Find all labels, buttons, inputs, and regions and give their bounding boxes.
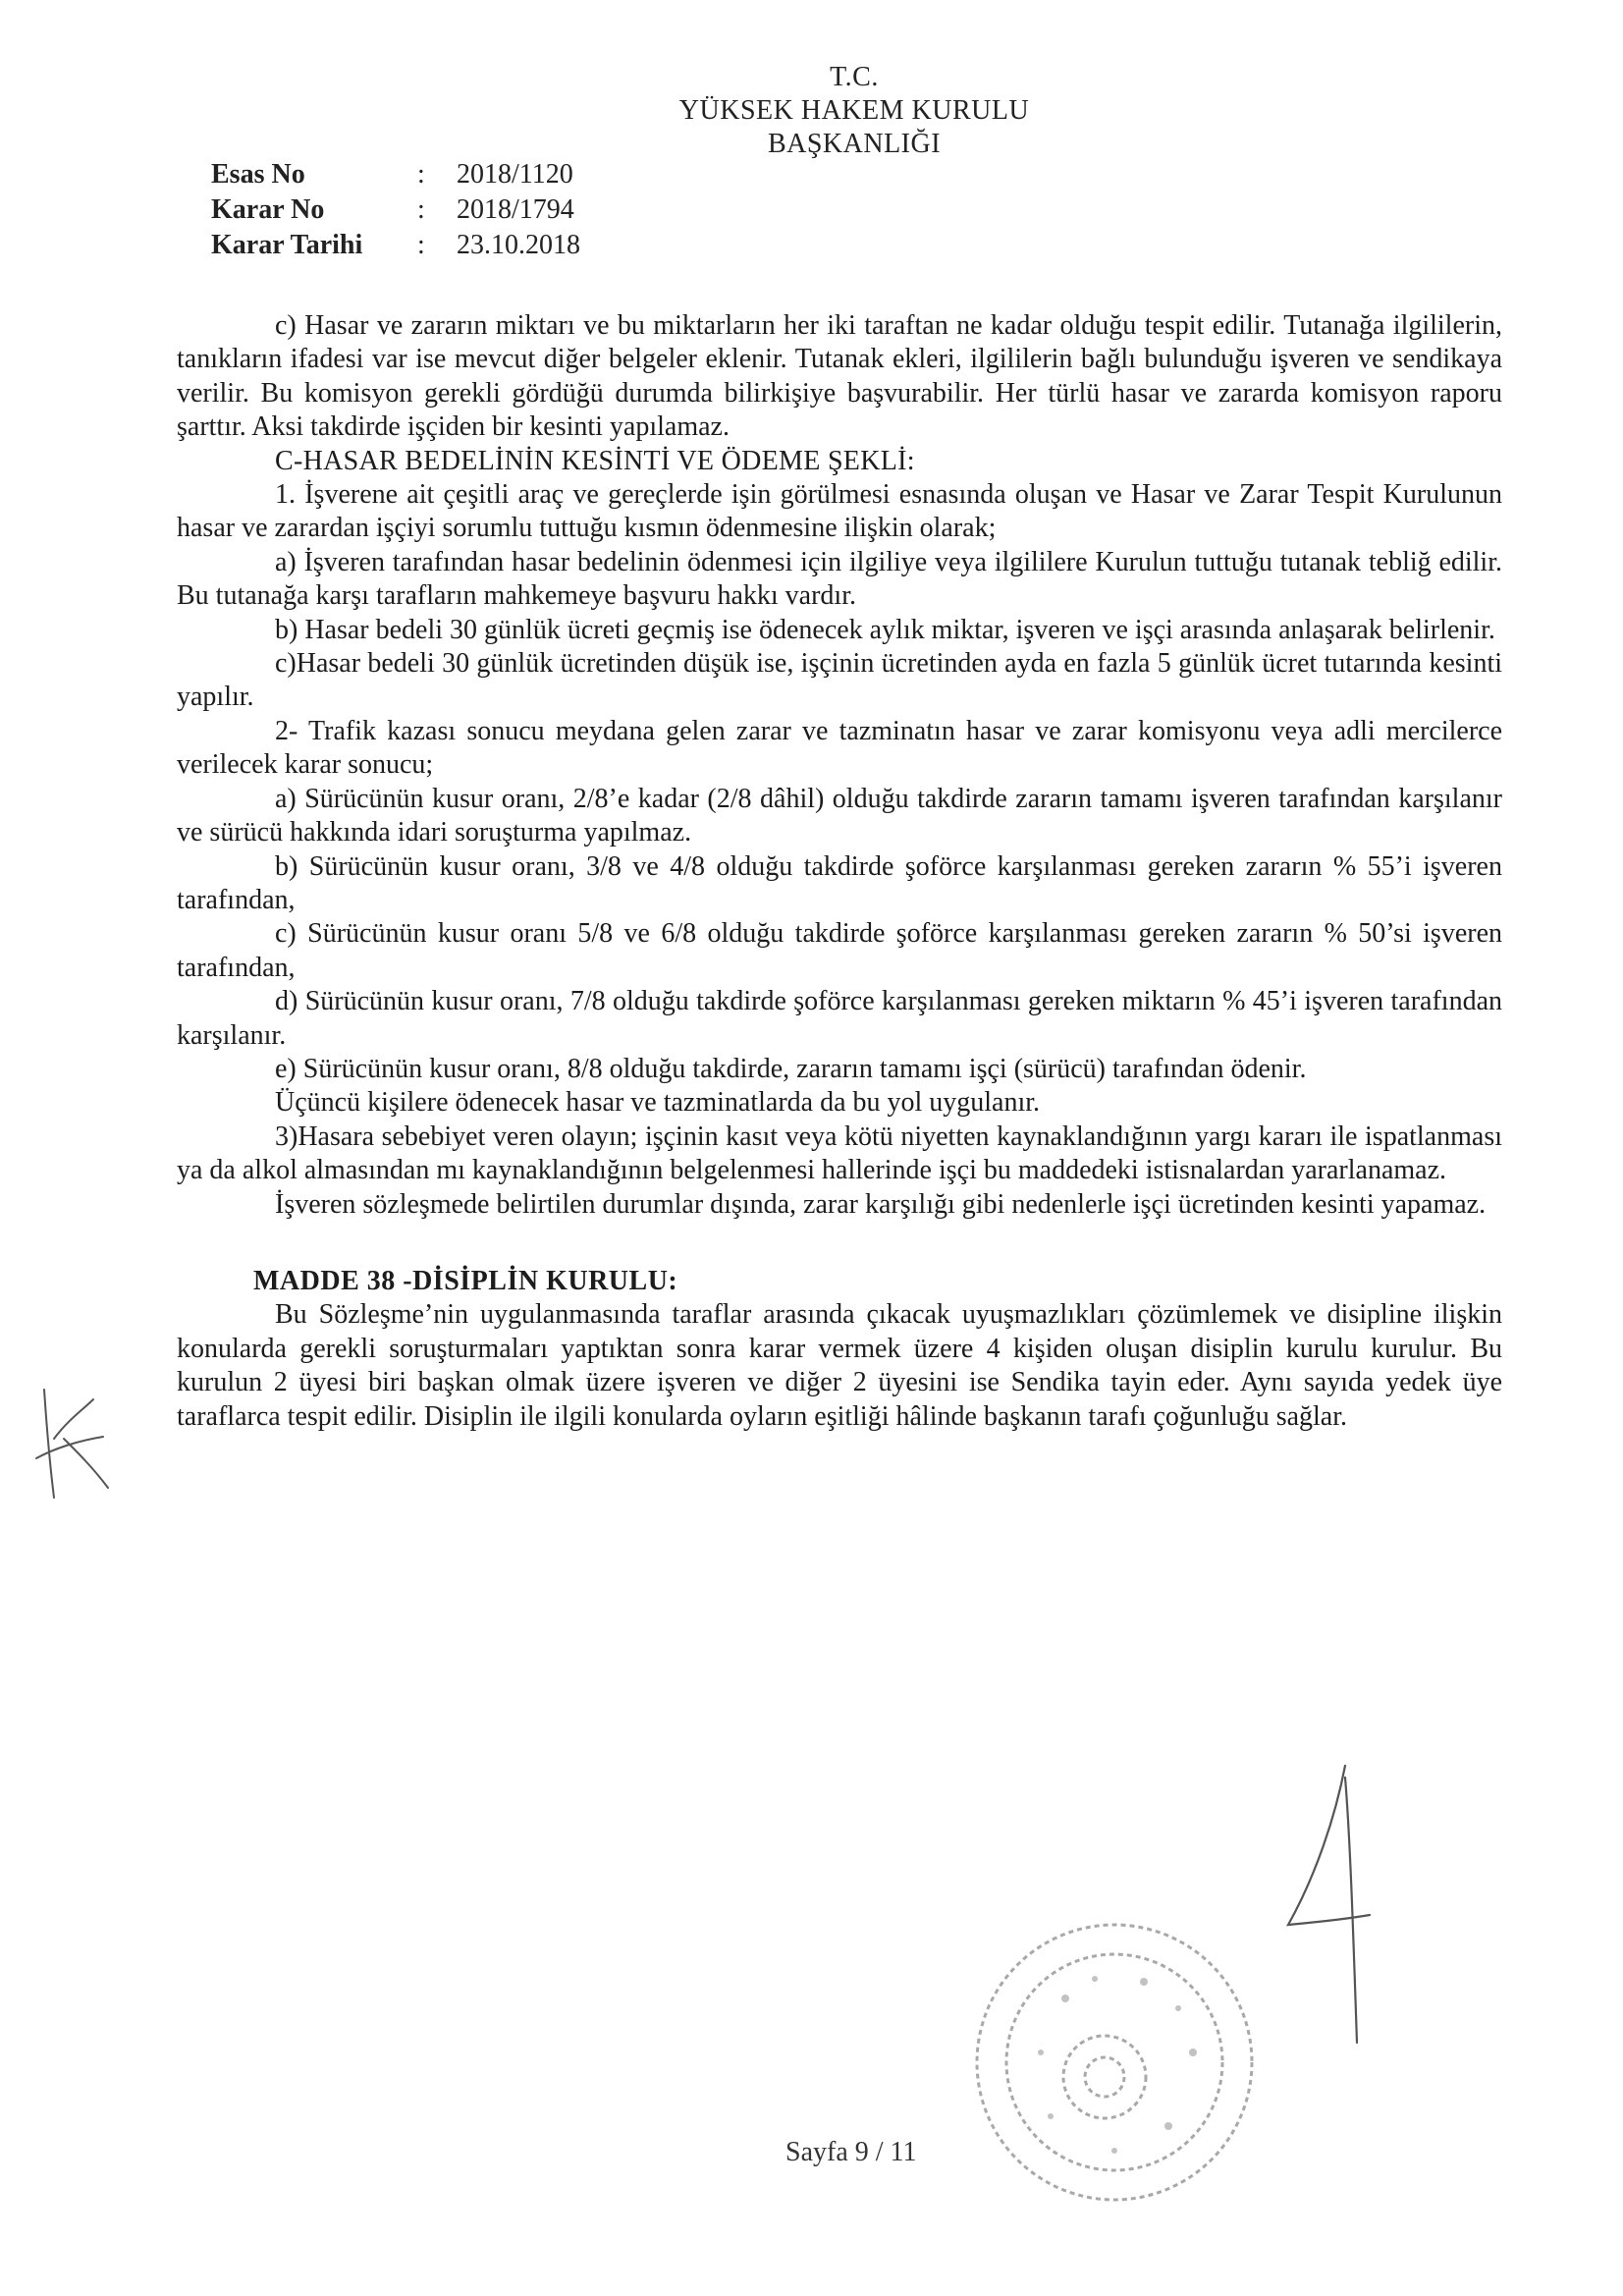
body-paragraph: 2- Trafik kazası sonucu meydana gelen zarar ve tazminatın hasar ve zarar komisyonu veya adli mercilerce verilecek karar sonucu; bbox=[177, 715, 1502, 781]
header-office: BAŞKANLIĞI bbox=[767, 129, 942, 159]
document-header bbox=[628, 61, 1080, 161]
body-paragraph: b) Sürücünün kusur oranı, 3/8 ve 4/8 olduğu takdirde şoförce karşılanması gereken zararın % 55’i işveren tarafından, bbox=[177, 850, 1502, 915]
case-metadata-table bbox=[211, 157, 580, 263]
body-paragraph: c) Sürücünün kusur oranı 5/8 ve 6/8 olduğu takdirde şoförce karşılanması gereken zararın % 50’si işveren tarafından, bbox=[177, 918, 1502, 983]
meta-separator: : bbox=[417, 159, 425, 190]
signature-icon bbox=[1276, 1758, 1384, 2052]
meta-row-tarih bbox=[211, 228, 580, 263]
body-paragraph: a) İşveren tarafından hasar bedelinin ödenmesi için ilgiliye veya ilgililere Kurulun tuttuğu tutanak tebliğ edilir. Bu tutanağa karşı tarafların mahkemeye başvuru hakkı vardır. bbox=[177, 546, 1502, 612]
case-metadata bbox=[211, 157, 580, 263]
meta-value: 2018/1794 bbox=[457, 194, 574, 225]
body-paragraph: d) Sürücünün kusur oranı, 7/8 olduğu takdirde şoförce karşılanması gereken miktarın % 45’i işveren tarafından karşılanır. bbox=[177, 986, 1502, 1051]
section-heading: C-HASAR BEDELİNİN KESİNTİ VE ÖDEME ŞEKLİ: bbox=[275, 445, 915, 476]
page-number: Sayfa 9 / 11 bbox=[785, 2137, 917, 2167]
header-tc: T.C. bbox=[830, 62, 879, 92]
meta-row-esas bbox=[211, 157, 580, 192]
body-paragraph: c) Hasar ve zararın miktarı ve bu miktarların her iki taraftan ne kadar olduğu tespit edilir. Tutanağa ilgililerin, tanıkların ifadesi var ise mevcut diğer belgeler eklenir. Tutanak ekleri, ilgililerin bağlı bulunduğu işveren ve sendikaya verilir. Bu komisyon gerekli gördüğü durumda bilirkişiye başvurabilir. Her türlü hasar ve zararda komisyon raporu şarttır. Aksi takdirde işçiden bir kesinti yapılamaz. bbox=[177, 310, 1502, 443]
meta-label: Karar Tarihi bbox=[211, 230, 363, 260]
meta-label: Karar No bbox=[211, 194, 325, 225]
meta-separator: : bbox=[417, 194, 425, 225]
article-heading: MADDE 38 -DİSİPLİN KURULU: bbox=[253, 1265, 678, 1296]
body-paragraph: 1. İşverene ait çeşitli araç ve gereçlerde işin görülmesi esnasında oluşan ve Hasar ve Zarar Tespit Kurulunun hasar ve zarardan işçiyi sorumlu tuttuğu kısmın ödenmesine ilişkin olarak; bbox=[177, 479, 1502, 544]
meta-separator: : bbox=[417, 230, 425, 260]
meta-value: 23.10.2018 bbox=[457, 230, 580, 260]
body-paragraph: 3)Hasara sebebiyet veren olayın; işçinin kasıt veya kötü niyetten kaynaklandığının yargı kararı ile ispatlanması ya da alkol almasından mı kaynaklandığının belgelenmesi hallerinde işçi bu maddedeki istisnalardan yararlanamaz. bbox=[177, 1121, 1502, 1186]
official-stamp-icon bbox=[957, 1905, 1271, 2219]
body-paragraph: a) Sürücünün kusur oranı, 2/8’e kadar (2/8 dâhil) olduğu takdirde zararın tamamı işveren tarafından karşılanır ve sürücü hakkında idari soruşturma yapılmaz. bbox=[177, 783, 1502, 848]
meta-label: Esas No bbox=[211, 159, 305, 190]
header-institution: YÜKSEK HAKEM KURULU bbox=[678, 95, 1030, 126]
body-paragraph: Bu Sözleşme’nin uygulanmasında taraflar arasında çıkacak uyuşmazlıkları çözümlemek ve disipline ilişkin konularda gerekli soruşturmaları yaptıktan sonra karar vermek üzere 4 kişiden oluşan disiplin kurulu kurulur. Bu kurulun 2 üyesi biri başkan olmak üzere işveren ve diğer 2 üyesini ise Sendika tayin eder. Aynı sayıda yedek üye taraflarca tespit edilir. Disiplin ile ilgili konularda oyların eşitliği hâlinde başkanın tarafı çoğunluğu sağlar. bbox=[177, 1299, 1502, 1432]
body-paragraph: Üçüncü kişilere ödenecek hasar ve tazminatlarda da bu yol uygulanır. bbox=[275, 1087, 1041, 1119]
meta-row-karar bbox=[211, 192, 580, 228]
document-body bbox=[177, 309, 1502, 1434]
body-paragraph: b) Hasar bedeli 30 günlük ücreti geçmiş ise ödenecek aylık miktar, işveren ve işçi arasında anlaşarak belirlenir. bbox=[275, 614, 1495, 645]
body-paragraph: e) Sürücünün kusur oranı, 8/8 olduğu takdirde, zararın tamamı işçi (sürücü) tarafından ödenir. bbox=[275, 1053, 1307, 1084]
meta-value: 2018/1120 bbox=[457, 159, 573, 190]
body-paragraph: İşveren sözleşmede belirtilen durumlar dışında, zarar karşılığı gibi nedenlerle işçi ücretinden kesinti yapamaz. bbox=[275, 1188, 1487, 1220]
initials-signature-icon bbox=[25, 1380, 133, 1507]
body-paragraph: c)Hasar bedeli 30 günlük ücretinden düşük ise, işçinin ücretinden ayda en fazla 5 günlük ücret tutarında kesinti yapılır. bbox=[177, 648, 1502, 713]
